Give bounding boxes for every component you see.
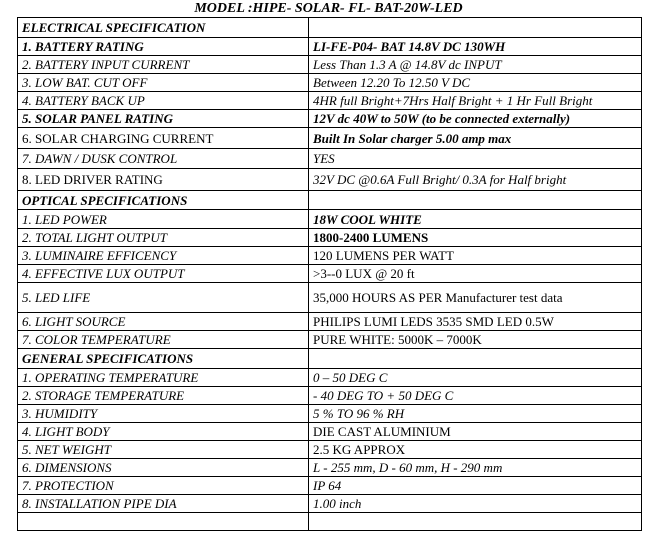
spec-value: 0 – 50 DEG C xyxy=(309,369,642,387)
spec-label: 3. LUMINAIRE EFFICENCY xyxy=(18,247,309,265)
spec-label: 4. BATTERY BACK UP xyxy=(18,92,309,110)
table-row xyxy=(18,459,642,477)
section-title: OPTICAL SPECIFICATIONS xyxy=(18,191,309,210)
section-header-optical xyxy=(18,191,642,210)
spec-label: 1. BATTERY RATING xyxy=(18,38,309,56)
spec-label: 6. LIGHT SOURCE xyxy=(18,313,309,331)
spec-label: 8. LED DRIVER RATING xyxy=(18,169,309,191)
spec-value: 35,000 HOURS AS PER Manufacturer test data xyxy=(309,283,642,313)
table-row xyxy=(18,423,642,441)
section-header-electrical xyxy=(18,18,642,38)
spec-label: 2. BATTERY INPUT CURRENT xyxy=(18,56,309,74)
table-row xyxy=(18,495,642,513)
spec-label: 5. LED LIFE xyxy=(18,283,309,313)
spec-value: - 40 DEG TO + 50 DEG C xyxy=(309,387,642,405)
section-title: GENERAL SPECIFICATIONS xyxy=(18,349,309,369)
table-row xyxy=(18,283,642,313)
table-row xyxy=(18,405,642,423)
spec-label: 2. STORAGE TEMPERATURE xyxy=(18,387,309,405)
table-row xyxy=(18,74,642,92)
table-row xyxy=(18,92,642,110)
table-row xyxy=(18,169,642,191)
spec-label: 3. LOW BAT. CUT OFF xyxy=(18,74,309,92)
spec-label: 7. COLOR TEMPERATURE xyxy=(18,331,309,349)
spec-value: 4HR full Bright+7Hrs Half Bright + 1 Hr Full Bright xyxy=(309,92,642,110)
table-row xyxy=(18,56,642,74)
spec-label: 8. INSTALLATION PIPE DIA xyxy=(18,495,309,513)
table-row xyxy=(18,477,642,495)
spec-label: 7. DAWN / DUSK CONTROL xyxy=(18,149,309,169)
spec-label: 2. TOTAL LIGHT OUTPUT xyxy=(18,229,309,247)
table-row xyxy=(18,38,642,56)
spec-value: LI-FE-P04- BAT 14.8V DC 130WH xyxy=(309,38,642,56)
table-row xyxy=(18,331,642,349)
table-row-empty xyxy=(18,513,642,531)
section-header-general xyxy=(18,349,642,369)
spec-label: 4. LIGHT BODY xyxy=(18,423,309,441)
spec-value: Built In Solar charger 5.00 amp max xyxy=(309,128,642,149)
table-row xyxy=(18,149,642,169)
spec-value: YES xyxy=(309,149,642,169)
spec-value: Less Than 1.3 A @ 14.8V dc INPUT xyxy=(309,56,642,74)
spec-value: PURE WHITE: 5000K – 7000K xyxy=(309,331,642,349)
table-row xyxy=(18,369,642,387)
spec-value: IP 64 xyxy=(309,477,642,495)
table-row xyxy=(18,128,642,149)
table-row xyxy=(18,265,642,283)
spec-value: L - 255 mm, D - 60 mm, H - 290 mm xyxy=(309,459,642,477)
table-row xyxy=(18,441,642,459)
table-row xyxy=(18,110,642,128)
spec-label: 5. SOLAR PANEL RATING xyxy=(18,110,309,128)
spec-value: 120 LUMENS PER WATT xyxy=(309,247,642,265)
spec-value: PHILIPS LUMI LEDS 3535 SMD LED 0.5W xyxy=(309,313,642,331)
spec-label: 6. DIMENSIONS xyxy=(18,459,309,477)
spec-value: Between 12.20 To 12.50 V DC xyxy=(309,74,642,92)
section-title: ELECTRICAL SPECIFICATION xyxy=(18,18,309,38)
spec-value: 12V dc 40W to 50W (to be connected externally) xyxy=(309,110,642,128)
spec-value: >3--0 LUX @ 20 ft xyxy=(309,265,642,283)
spec-value: 2.5 KG APPROX xyxy=(309,441,642,459)
spec-table xyxy=(17,17,642,531)
page-title: MODEL :HIPE- SOLAR- FL- BAT-20W-LED xyxy=(194,1,463,16)
spec-label: 3. HUMIDITY xyxy=(18,405,309,423)
spec-value: 18W COOL WHITE xyxy=(309,210,642,229)
spec-value: DIE CAST ALUMINIUM xyxy=(309,423,642,441)
spec-value: 1.00 inch xyxy=(309,495,642,513)
spec-value: 32V DC @0.6A Full Bright/ 0.3A for Half bright xyxy=(309,169,642,191)
spec-label: 6. SOLAR CHARGING CURRENT xyxy=(18,128,309,149)
spec-label: 1. OPERATING TEMPERATURE xyxy=(18,369,309,387)
spec-label: 5. NET WEIGHT xyxy=(18,441,309,459)
spec-label: 7. PROTECTION xyxy=(18,477,309,495)
spec-value: 5 % TO 96 % RH xyxy=(309,405,642,423)
spec-value: 1800-2400 LUMENS xyxy=(309,229,642,247)
table-row xyxy=(18,313,642,331)
spec-label: 4. EFFECTIVE LUX OUTPUT xyxy=(18,265,309,283)
spec-label: 1. LED POWER xyxy=(18,210,309,229)
table-row xyxy=(18,387,642,405)
table-row xyxy=(18,210,642,229)
table-row xyxy=(18,247,642,265)
table-row xyxy=(18,229,642,247)
